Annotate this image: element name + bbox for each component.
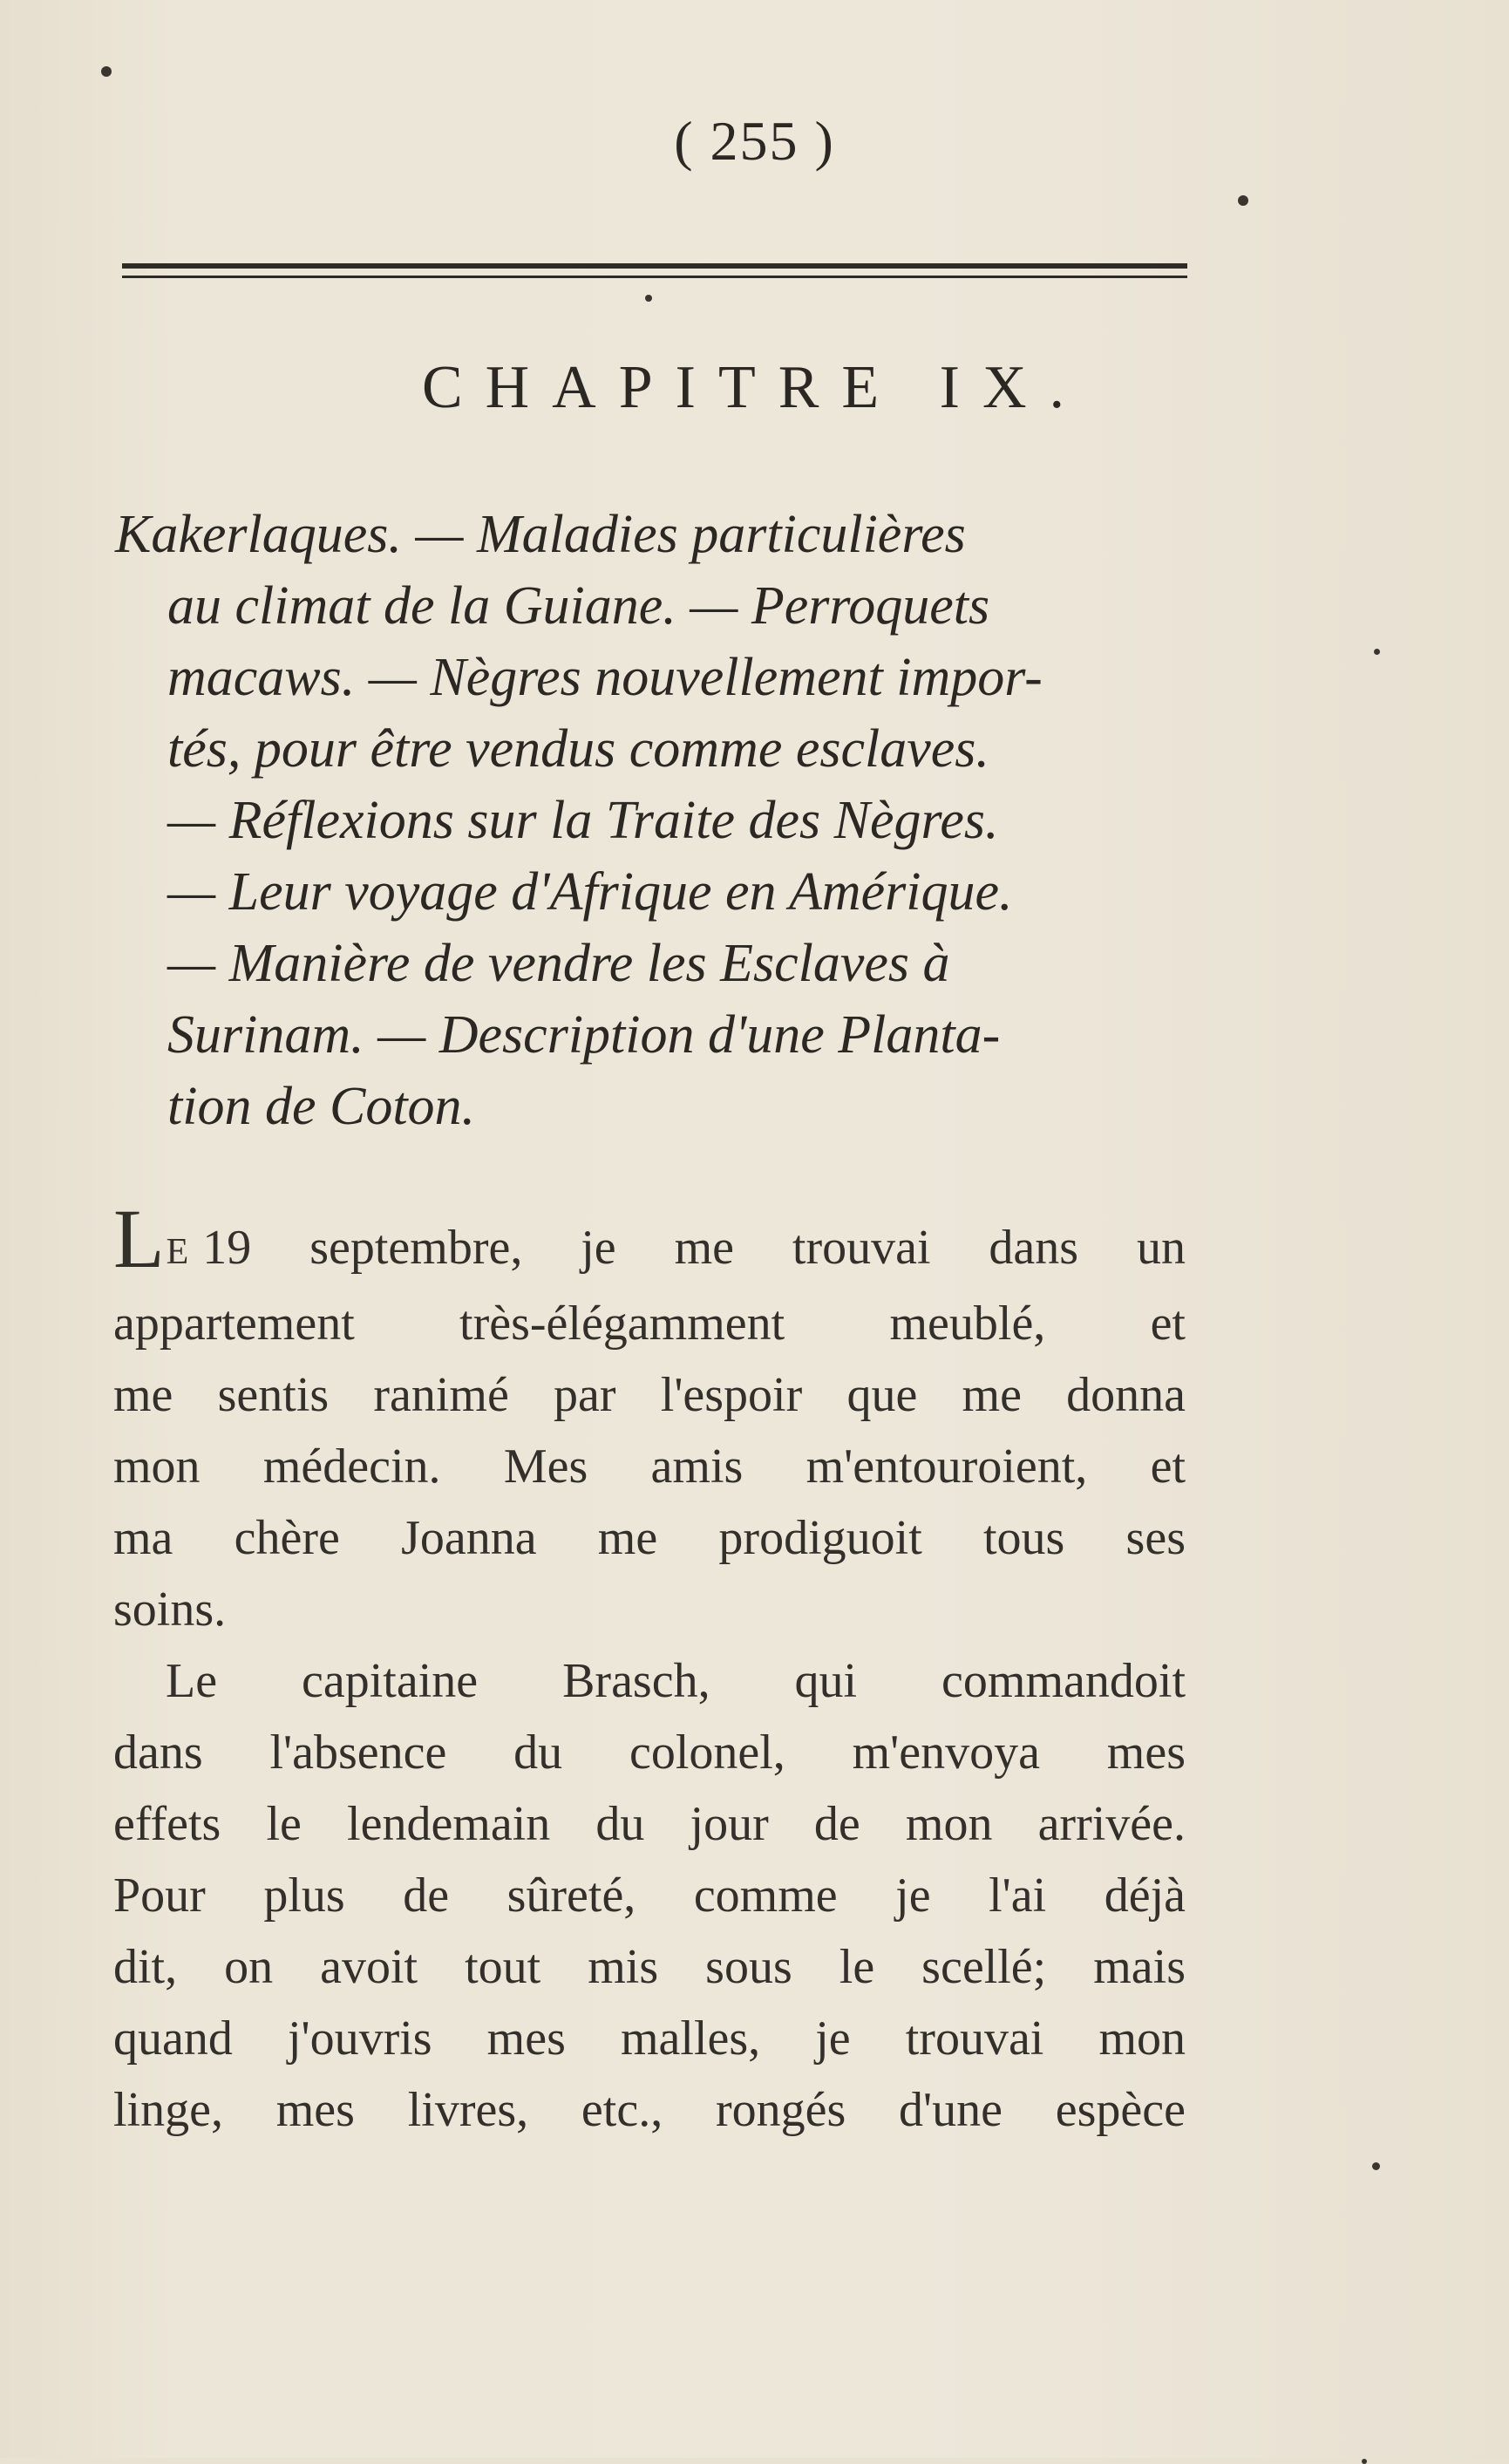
speck bbox=[1238, 195, 1248, 206]
body-line: dans l'absence du colonel, m'envoya mes bbox=[113, 1725, 1186, 1780]
body-line: linge, mes livres, etc., rongés d'une espèce bbox=[113, 2083, 1186, 2137]
page-number: ( 255 ) bbox=[674, 110, 835, 172]
header-rule bbox=[122, 262, 1187, 281]
drop-cap: L bbox=[113, 1192, 165, 1285]
summary-line: au climat de la Guiane. — Perroquets bbox=[167, 576, 990, 636]
speck bbox=[1372, 2162, 1380, 2170]
body-line: effets le lendemain du jour de mon arrivée. bbox=[113, 1797, 1186, 1851]
chapter-title: CHAPITRE IX. bbox=[421, 354, 1088, 421]
body-line: mon médecin. Mes amis m'entouroient, et bbox=[113, 1440, 1186, 1494]
summary-line: tés, pour être vendus comme esclaves. bbox=[167, 719, 989, 779]
body-line: Le capitaine Brasch, qui commandoit bbox=[166, 1654, 1186, 1708]
body-text bbox=[113, 1192, 1186, 2146]
body-line bbox=[113, 1192, 1186, 1288]
summary-line: Surinam. — Description d'une Planta- bbox=[167, 1005, 1001, 1065]
speck bbox=[645, 295, 652, 302]
summary-line: Kakerlaques. — Maladies particulières bbox=[115, 505, 966, 564]
body-line: Pour plus de sûreté, comme je l'ai déjà bbox=[113, 1868, 1186, 1923]
body-line: dit, on avoit tout mis sous le scellé; mais bbox=[113, 1940, 1186, 1994]
summary-line: tion de Coton. bbox=[167, 1077, 476, 1136]
first-line-text: 19 septembre, je me trouvai dans un bbox=[202, 1221, 1186, 1275]
body-line: quand j'ouvris mes malles, je trouvai mon bbox=[113, 2011, 1186, 2066]
speck bbox=[101, 66, 112, 77]
speck bbox=[1374, 649, 1380, 655]
body-line: ma chère Joanna me prodiguoit tous ses bbox=[113, 1511, 1186, 1565]
summary-line: — Leur voyage d'Afrique en Amérique. bbox=[167, 862, 1013, 922]
body-line: appartement très-élégamment meublé, et bbox=[113, 1297, 1186, 1351]
drop-cap-rest: E bbox=[166, 1232, 191, 1272]
summary-line: — Réflexions sur la Traite des Nègres. bbox=[167, 791, 999, 850]
header-rule-thick bbox=[122, 263, 1187, 269]
summary-line: — Manière de vendre les Esclaves à bbox=[167, 934, 950, 993]
chapter-summary bbox=[115, 499, 1193, 1142]
speck bbox=[1362, 2459, 1367, 2464]
summary-line: macaws. — Nègres nouvellement impor- bbox=[167, 648, 1043, 707]
header-rule-thin bbox=[122, 276, 1187, 278]
body-line: me sentis ranimé par l'espoir que me donna bbox=[113, 1368, 1186, 1422]
body-line: soins. bbox=[113, 1583, 227, 1637]
